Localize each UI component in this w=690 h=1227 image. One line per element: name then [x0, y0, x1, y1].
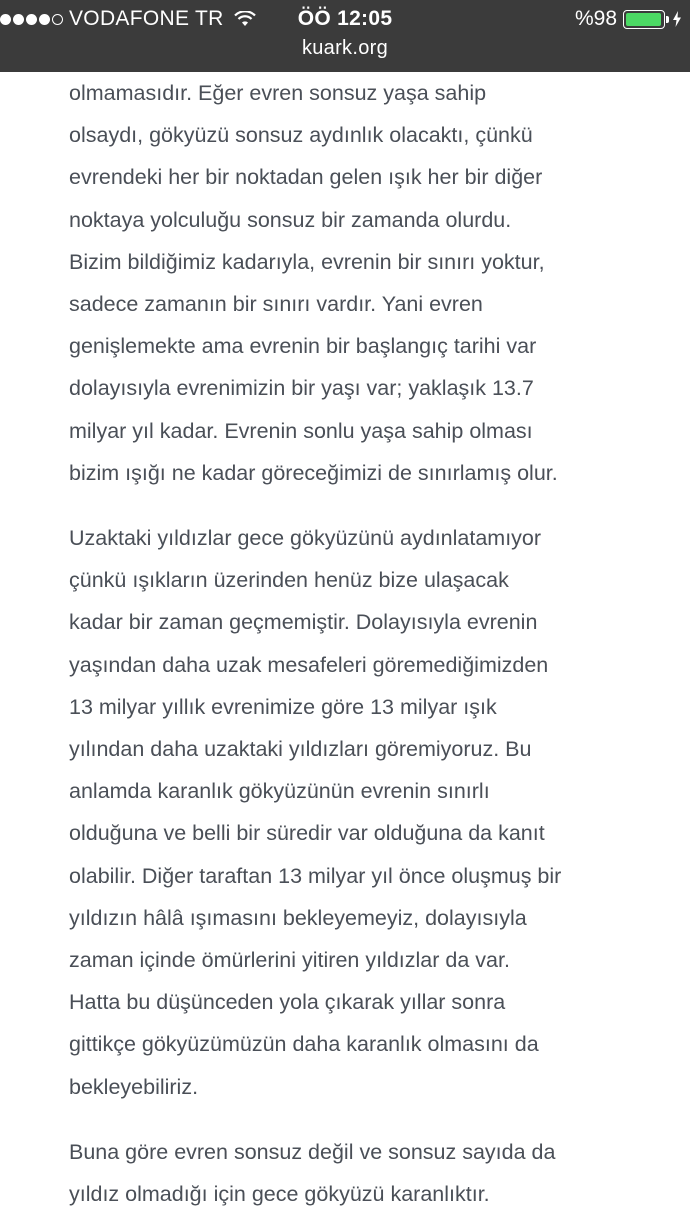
battery-percent: %98: [574, 7, 617, 30]
carrier-name: VODAFONE TR: [69, 7, 224, 30]
paragraph-line: dolayısıyla evrenimizin bir yaşı var; yaklaşık 13.7: [69, 376, 534, 401]
paragraph-line: Buna göre evren sonsuz değil ve sonsuz sayıda da: [69, 1139, 556, 1164]
paragraph-line: genişlemekte ama evrenin bir başlangıç tarihi var: [69, 334, 537, 359]
paragraph-line: yıldız olmadığı için gece gökyüzü karanlıktır.: [69, 1182, 490, 1207]
paragraph-line: Bizim bildiğimiz kadarıyla, evrenin bir sınırı yoktur,: [69, 249, 545, 274]
paragraph-line: sadece zamanın bir sınırı vardır. Yani evren: [69, 292, 483, 317]
paragraph-line: Hatta bu düşünceden yola çıkarak yıllar sonra: [69, 990, 506, 1015]
article-paragraph: [69, 72, 649, 494]
status-bar: [0, 0, 690, 38]
paragraph-line: evrendeki her bir noktadan gelen ışık her bir diğer: [69, 165, 543, 190]
status-right-group: [575, 7, 682, 31]
battery-icon: [623, 10, 665, 29]
paragraph-line: olabilir. Diğer taraftan 13 milyar yıl önce oluşmuş bir: [69, 863, 562, 888]
battery-tip: [666, 16, 669, 23]
paragraph-line: yılından daha uzaktaki yıldızları göremiyoruz. Bu: [69, 737, 532, 762]
paragraph-line: Uzaktaki yıldızlar gece gökyüzünü aydınlatamıyor: [69, 526, 542, 551]
paragraph-line: 13 milyar yıllık evrenimize göre 13 milyar ışık: [69, 694, 497, 719]
battery-fill: [626, 13, 661, 26]
article-paragraph: [69, 517, 649, 1108]
browser-top-bar: [0, 0, 690, 72]
paragraph-line: bekleyebiliriz.: [69, 1074, 199, 1099]
paragraph-line: kadar bir zaman geçmemiştir. Dolayısıyla evrenin: [69, 610, 538, 635]
paragraph-line: milyar yıl kadar. Evrenin sonlu yaşa sahip olması: [69, 418, 533, 443]
paragraph-line: olduğuna ve belli bir süredir var olduğuna da kanıt: [69, 821, 545, 846]
paragraph-line: bizim ışığı ne kadar göreceğimizi de sınırlamış olur.: [69, 460, 558, 485]
address-bar-url[interactable]: kuark.org: [301, 37, 389, 59]
paragraph-line: çünkü ışıkların üzerinden henüz bize ulaşacak: [69, 568, 509, 593]
paragraph-line: gittikçe gökyüzümüzün daha karanlık olmasını da: [69, 1032, 539, 1057]
bolt-icon: [672, 11, 682, 27]
paragraph-line: olmamasıdır. Eğer evren sonsuz yaşa sahip: [69, 81, 487, 105]
paragraph-line: anlamda karanlık gökyüzünün evrenin sınırlı: [69, 779, 490, 804]
paragraph-line: noktaya yolculuğu sonsuz bir zamanda olurdu.: [69, 207, 512, 232]
article-paragraph: [69, 1131, 649, 1215]
article-body: [69, 72, 649, 1215]
paragraph-line: olsaydı, gökyüzü sonsuz aydınlık olacaktı, çünkü: [69, 123, 533, 148]
paragraph-line: yıldızın hâlâ ışımasını bekleyemeyiz, dolayısıyla: [69, 905, 527, 930]
paragraph-line: yaşından daha uzak mesafeleri göremediğimizden: [69, 652, 549, 677]
clock: ÖÖ 12:05: [297, 7, 393, 30]
paragraph-line: zaman içinde ömürlerini yitiren yıldızlar da var.: [69, 948, 510, 973]
